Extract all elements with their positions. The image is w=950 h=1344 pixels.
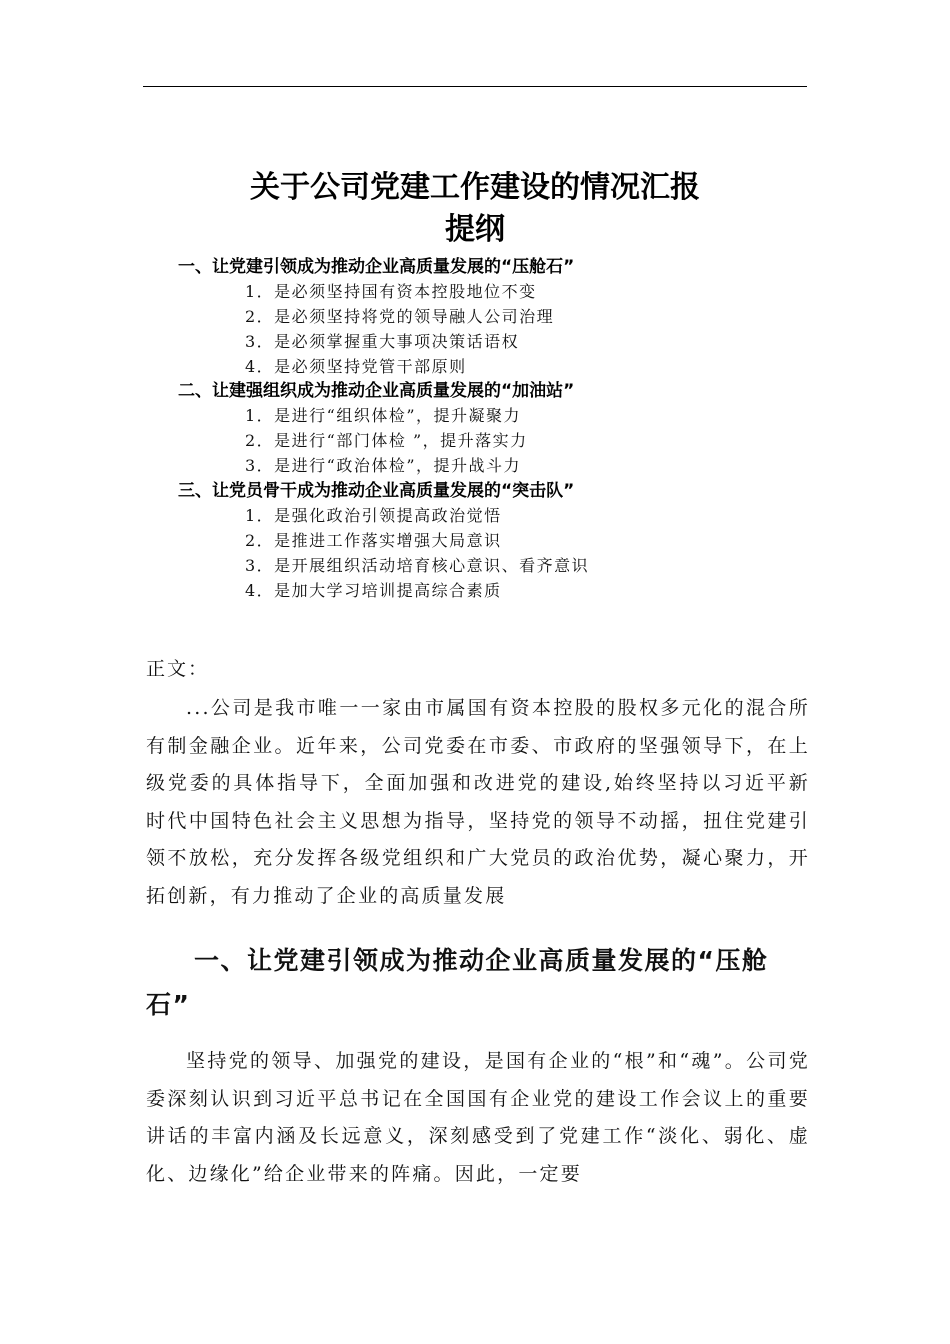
outline-item: 1．是必须坚持国有资本控股地位不变 <box>245 282 537 301</box>
outline-heading: 二、让建强组织成为推动企业高质量发展的“加油站” <box>178 381 575 401</box>
outline-item: 2．是进行“部门体检 ”，提升落实力 <box>245 431 528 450</box>
outline-item: 4．是必须坚持党管干部原则 <box>245 357 467 376</box>
section-heading: 一、让党建引领成为推动企业高质量发展的“压舱石” <box>146 946 769 1019</box>
section-paragraph: 坚持党的领导、加强党的建设，是国有企业的“根”和“魂”。公司党委深刻认识到习近平总书记在全国国有企业党的建设工作会议上的重要讲话的丰富内涵及长远意义，深刻感受到了党建工作“淡化、弱化、虚化、边缘化”给企业带来的阵痛。因此，一定要 <box>146 1050 810 1185</box>
outline-item: 3．是进行“政治体检”，提升战斗力 <box>245 456 522 475</box>
outline-item: 1．是进行“组织体检”，提升凝聚力 <box>245 406 522 425</box>
outline-heading: 三、让党员骨干成为推动企业高质量发展的“突击队” <box>178 481 575 501</box>
outline-item: 3．是必须掌握重大事项决策话语权 <box>245 332 520 351</box>
outline-item: 3．是开展组织活动培育核心意识、看齐意识 <box>245 556 590 575</box>
outline-item: 1．是强化政治引领提高政治觉悟 <box>245 506 502 525</box>
header-rule <box>143 86 807 87</box>
document-subtitle: 提纲 <box>445 212 505 247</box>
outline-item: 2．是必须坚持将党的领导融人公司治理 <box>245 307 555 326</box>
body-label: 正文： <box>146 658 210 680</box>
intro-paragraph: ...公司是我市唯一一家由市属国有资本控股的股权多元化的混合所有制金融企业。近年来，公司党委在市委、市政府的坚强领导下，在上级党委的具体指导下，全面加强和改进党的建设,始终坚持以习近平新时代中国特色社会主义思想为指导，坚持党的领导不动摇，扭住党建引领不放松，充分发挥各级党组织和广大党员的政治优势，凝心聚力，开拓创新，有力推动了企业的高质量发展 <box>146 697 810 907</box>
document-title: 关于公司党建工作建设的情况汇报 <box>250 170 700 205</box>
outline-heading: 一、让党建引领成为推动企业高质量发展的“压舱石” <box>178 257 575 277</box>
outline-item: 2．是推进工作落实增强大局意识 <box>245 531 502 550</box>
outline-item: 4．是加大学习培训提高综合素质 <box>245 581 502 600</box>
